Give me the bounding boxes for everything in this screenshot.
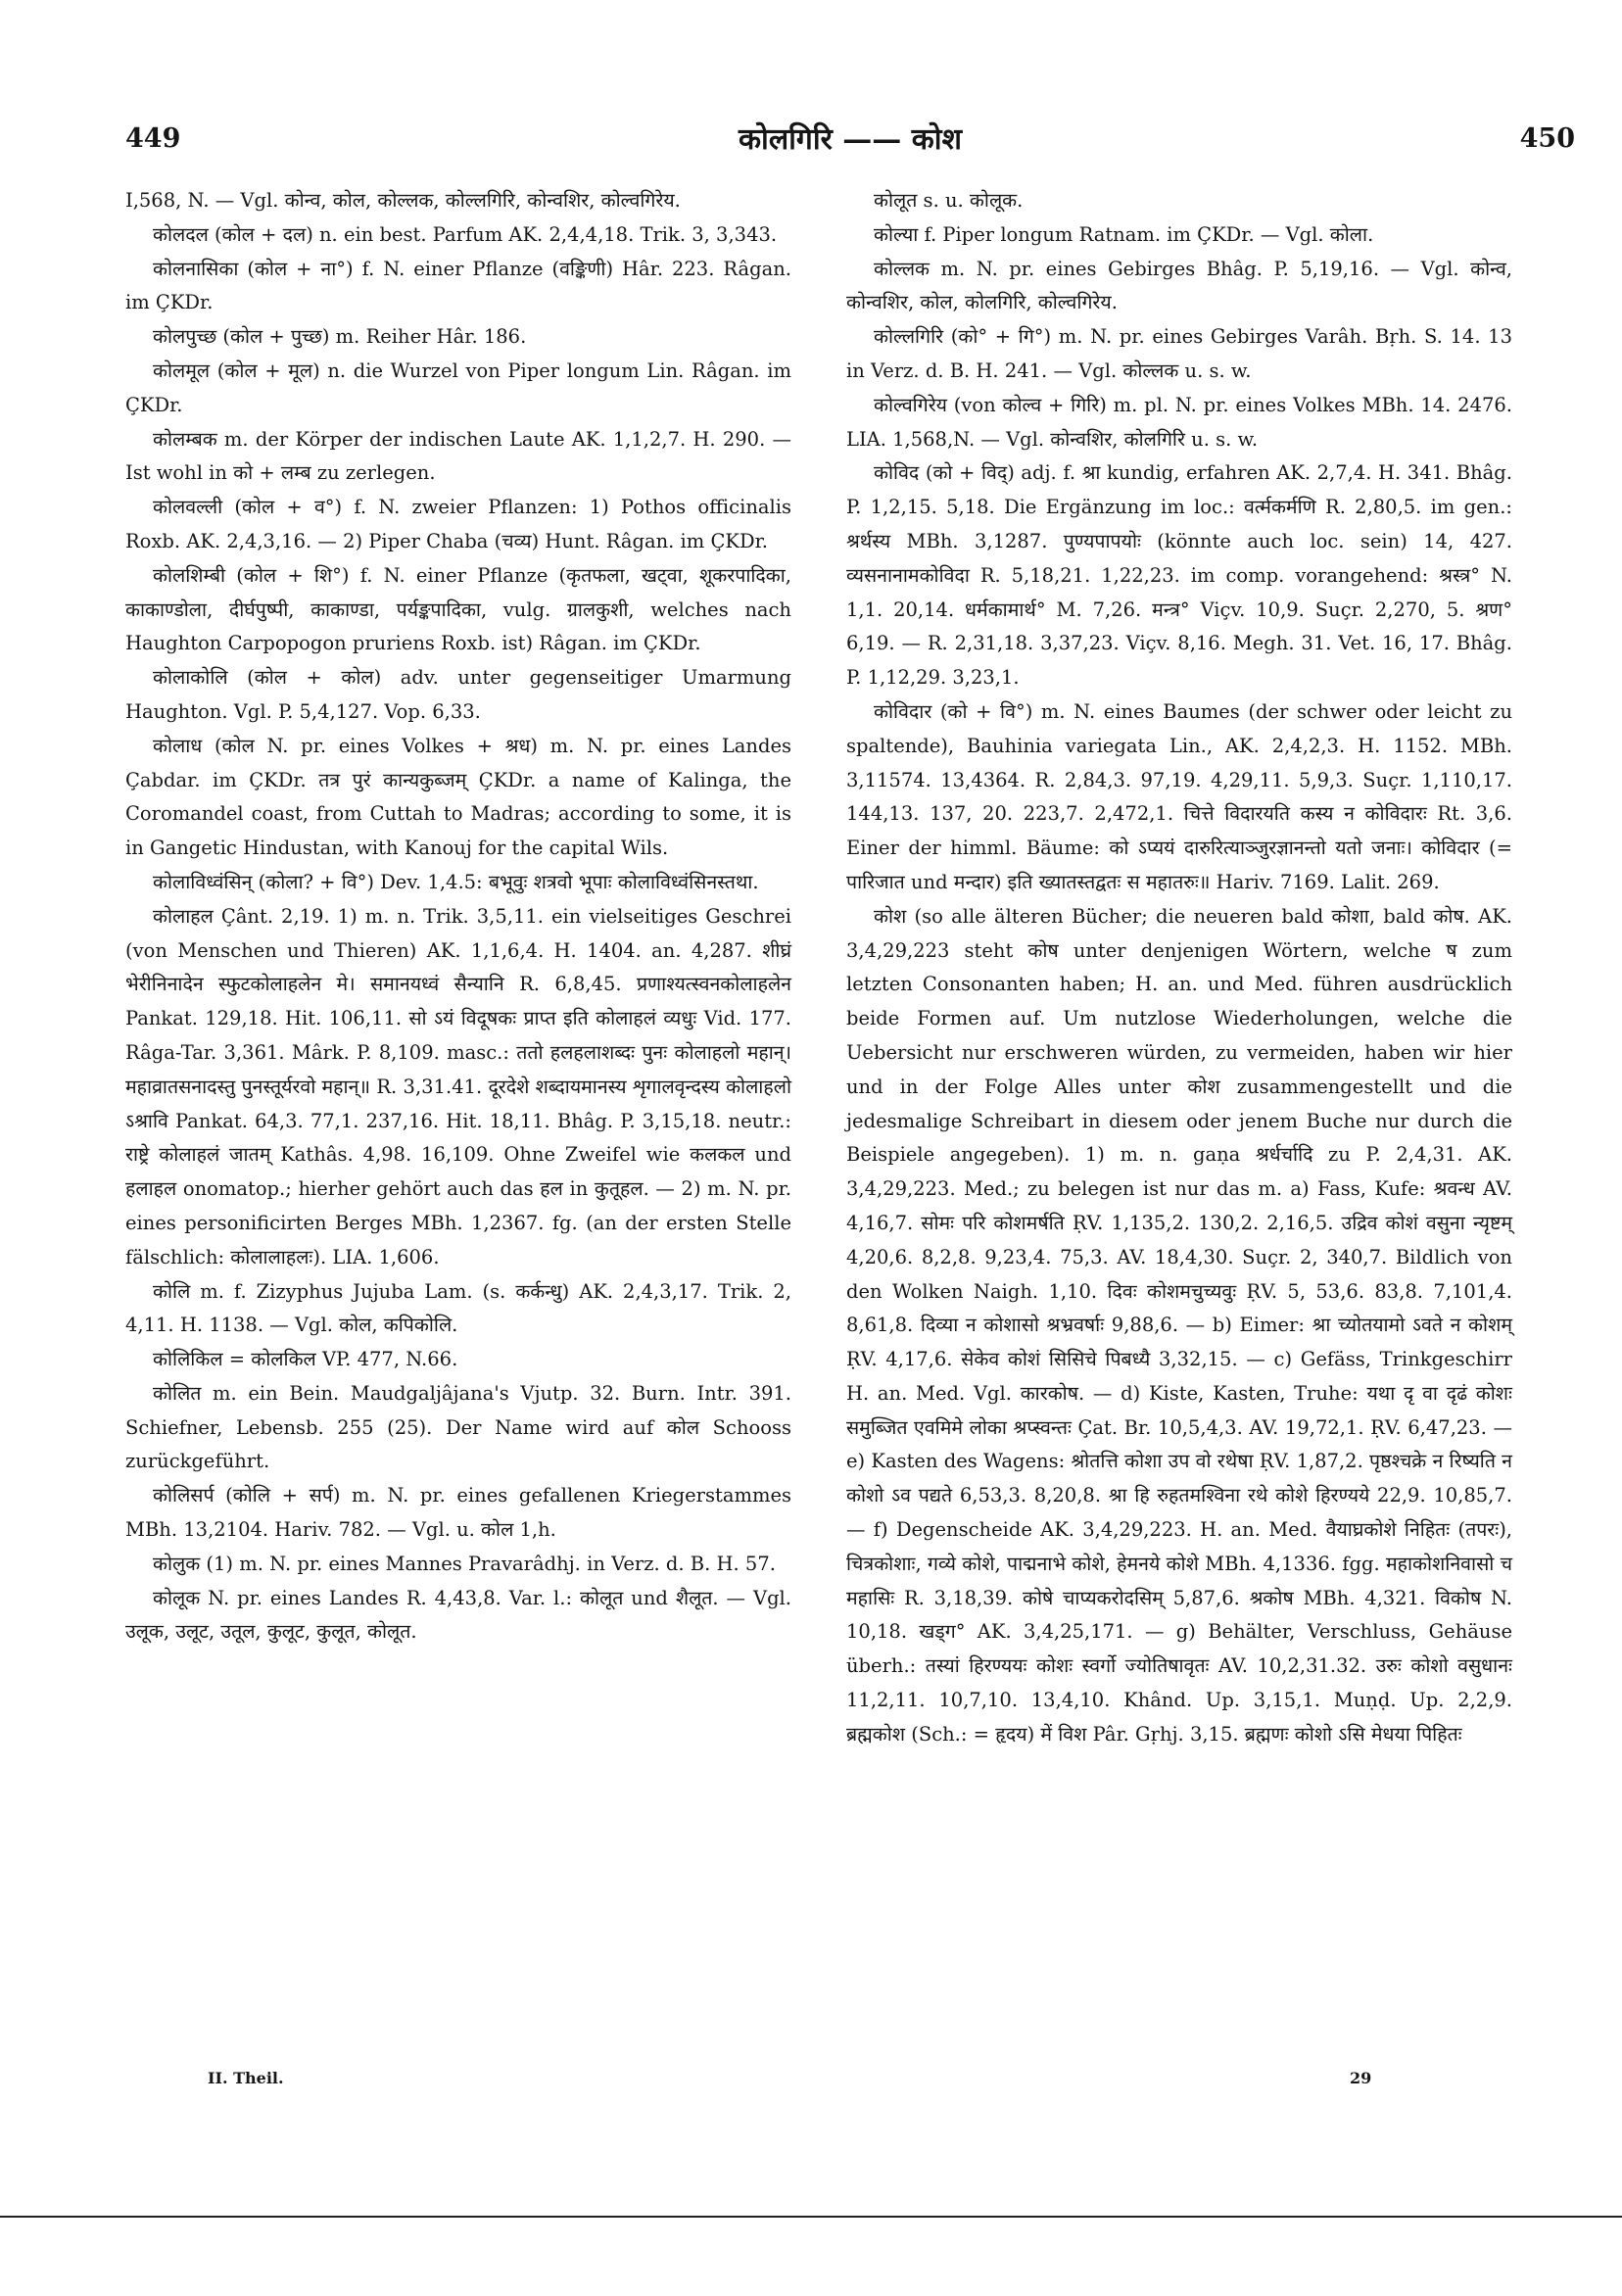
page-number-left: 449 [125,123,181,154]
dictionary-entry: कोविदार (को + वि°) m. N. eines Baumes (der schwer oder leicht zu spaltende), Bauhinia variegata Lin., AK. 2,4,2,3. H. 1152. MBh. 3,11574. 13,4364. R. 2,84,3. 97,19. 4,29,11. 5,9,3. Suçr. 1,110,17. 144,13. 137, 20. 223,7. 2,472,1. चित्ते विदारयति कस्य न कोविदारः Rt. 3,6. Einer der himml. Bäume: को ऽप्ययं दारुरित्याञ्जुरज्ञानन्तो यतो जनाः। कोविदार (= पारिजात und मन्दार) इति ख्यातस्तद्वतः स महातरुः॥ Hariv. 7169. Lalit. 269. [846,699,1512,893]
dictionary-entry: कोलाविध्वंसिन् (कोला? + वि°) Dev. 1,4.5: बभूवुः शत्रवो भूपाः कोलाविध्वंसिनस्तथा. [153,870,759,893]
dictionary-entry: कोलम्बक m. der Körper der indischen Laute AK. 1,1,2,7. H. 290. — Ist wohl in को + लम्ब zu zerlegen. [125,427,791,485]
dictionary-entry: कोलिसर्प (कोलि + सर्प) m. N. pr. eines gefallenen Kriegerstammes MBh. 13,2104. Hariv. 782. — Vgl. u. कोल 1,h. [125,1484,791,1542]
dictionary-entry: कोलदल (कोल + दल) n. ein best. Parfum AK. 2,4,4,18. Trik. 3, 3,343. [153,222,778,246]
dictionary-entry: कोल्वगिरेय (von कोल्व + गिरि) m. pl. N. pr. eines Volkes MBh. 14. 2476. LIA. 1,568,N. — Vgl. कोन्वशिर, कोलगिरि u. s. w. [846,393,1512,451]
dictionary-entry: कोलाध (कोल N. pr. eines Volkes + श्रध) m. N. pr. eines Landes Çabdar. im ÇKDr. तत्र पुरं कान्यकुब्जम् ÇKDr. a name of Kalinga, the Coromandel coast, from Cuttah to Madras; according to some, it is in Gangetic Hindustan, with Kanouj for the capital Wils. [125,734,791,860]
page-header [125,116,1575,165]
dictionary-entry: कोलशिम्बी (कोल + शि°) f. N. einer Pflanze (कृतफला, खट्वा, शूकरपादिका, काकाण्डोला, दीर्घपुष्पी, काकाण्डा, पर्यङ्कपादिका, vulg. ग्रालकुशी, welches nach Haughton Carpopogon pruriens Roxb. ist) Râgan. im ÇKDr. [125,563,791,655]
dictionary-entry: कोलाकोलि (कोल + कोल) adv. unter gegenseitiger Umarmung Haughton. Vgl. P. 5,4,127. Vop. 6,33. [125,666,791,723]
dictionary-entry: कोलनासिका (कोल + ना°) f. N. einer Pflanze (वङ्किणी) Hâr. 223. Râgan. im ÇKDr. [125,257,791,314]
dictionary-entry: कोलूत s. u. कोलूक. [874,189,1024,212]
dictionary-entry: I,568, N. — Vgl. कोन्व, कोल, कोल्लक, कोल्लगिरि, कोन्वशिर, कोल्वगिरेय. [125,189,681,212]
dictionary-entry: कोलमूल (कोल + मूल) n. die Wurzel von Piper longum Lin. Râgan. im ÇKDr. [125,359,791,416]
sheet-number: 29 [1350,2069,1372,2087]
dictionary-entry: कोलि m. f. Zizyphus Jujuba Lam. (s. कर्कन्धु) AK. 2,4,3,17. Trik. 2, 4,11. H. 1138. — Vgl. कोल, कपिकोलि. [125,1279,791,1337]
dictionary-entry: कोलवल्ली (कोल + व°) f. N. zweier Pflanzen: 1) Pothos officinalis Roxb. AK. 2,4,3,16. — 2) Piper Chaba (चव्य) Hunt. Râgan. im ÇKDr. [125,496,791,552]
dictionary-entry: कोलुक (1) m. N. pr. eines Mannes Pravarâdhj. in Verz. d. B. H. 57. [153,1552,776,1575]
bottom-rule [0,2216,1622,2218]
dictionary-entry: कोलाहल Çânt. 2,19. 1) m. n. Trik. 3,5,11. ein vielseitiges Geschrei (von Menschen und Thieren) AK. 1,1,6,4. H. 1404. an. 4,287. शीघ्रं भेरीनिनादेन स्फुटकोलाहलेन मे। समानयध्वं सैन्यानि R. 6,8,45. प्रणाश्यत्स्वनकोलाहलेन Pankat. 129,18. Hit. 106,11. सो ऽयं विदूषकः प्राप्त इति कोलाहलं व्यधुः Vid. 177. Râga-Tar. 3,361. Mârk. P. 8,109. masc.: ततो हलहलाशब्दः पुनः कोलाहलो महान्। महाव्रातसनादस्तु पुनस्तूर्यरवो महान्॥ R. 3,31.41. दूरदेशे शब्दायमानस्य शृगालवृन्दस्य कोलाहलो ऽश्रावि Pankat. 64,3. 77,1. 237,16. Hit. 18,11. Bhâg. P. 3,15,18. neutr.: राष्ट्रे कोलाहलं जातम् Kathâs. 4,98. 16,109. Ohne Zweifel wie कलकल und हलाहल onomatop.; hierher gehört auch das हल in कुतूहल. — 2) m. N. pr. eines personificirten Berges MBh. 1,2367. fg. (an der ersten Stelle fälschlich: कोलालाहलः). LIA. 1,606. [125,904,791,1268]
dictionary-entry: कोविद (को + विद्) adj. f. श्रा kundig, erfahren AK. 2,7,4. H. 341. Bhâg. P. 1,2,15. 5,18. Die Ergänzung im loc.: वर्त्मकर्मणि R. 2,80,5. im gen.: श्रर्थस्य MBh. 3,1287. पुण्यपापयोः (könnte auch loc. sein) 14, 427. व्यसनानामकोविदा R. 5,18,21. 1,22,23. im comp. vorangehend: श्रस्त्र° N. 1,1. 20,14. धर्मकामार्थ° M. 7,26. मन्त्र° Viçv. 10,9. Suçr. 2,270, 5. श्रण° 6,19. — R. 2,31,18. 3,37,23. Viçv. 8,16. Megh. 31. Vet. 16, 17. Bhâg. P. 1,12,29. 3,23,1. [846,461,1512,690]
dictionary-entry: कोश (so alle älteren Bücher; die neueren bald कोशा, bald कोष. AK. 3,4,29,223 steht कोष unter denjenigen Wörtern, welche ष zum letzten Consonanten haben; H. an. und Med. führen ausdrücklich beide Formen auf. Um nutzlose Wiederholungen, welche die Uebersicht nur erschweren würden, zu vermeiden, haben wir hier und in der Folge Alles unter कोश zusammengestellt und die jedesmalige Schreibart in diesem oder jenem Buche nur durch die Beispiele angegeben). 1) m. n. gaṇa श्रर्धर्चादि zu P. 2,4,31. AK. 3,4,29,223. Med.; zu belegen ist nur das m. a) Fass, Kufe: श्रवन्ध AV. 4,16,7. सोमः परि कोशमर्षति ṚV. 1,135,2. 130,2. 2,16,5. उद्रिव कोशं वसुना न्यृष्टम् 4,20,6. 8,2,8. 9,23,4. 75,3. AV. 18,4,30. Suçr. 2, 340,7. Bildlich von den Wolken Naigh. 1,10. दिवः कोशमचुच्यवुः ṚV. 5, 53,6. 83,8. 7,101,4. 8,61,8. दिव्या न कोशासो श्रभ्रवर्षाः 9,88,6. — b) Eimer: श्रा च्योतयामो ऽवते न कोशम् ṚV. 4,17,6. सेकेव कोशं सिसिचे पिबध्यै 3,32,15. — c) Gefäss, Trinkgeschirr H. an. Med. Vgl. कारकोष. — d) Kiste, Kasten, Truhe: यथा दृ वा दृढं कोशः समुब्जित एवमिमे लोका श्रप्स्वन्तः Çat. Br. 10,5,4,3. AV. 19,72,1. ṚV. 6,47,23. — e) Kasten des Wagens: श्रोतत्ति कोशा उप वो रथेषा ṚV. 1,87,2. पृष्ठश्चक्रे न रिष्यति न कोशो ऽव पद्यते 6,53,3. 8,20,8. श्रा हि रुहतमश्विना रथे कोशे हिरण्यये 22,9. 10,85,7. — f) Degenscheide AK. 3,4,29,223. H. an. Med. वैयाघ्रकोशे निहितः (तपरः), चित्रकोशाः, गव्ये कोशे, पाद्मनाभे कोशे, हेमनये कोशे MBh. 4,1336. fgg. महाकोशनिवासो च महासिः R. 3,18,39. कोषे चाप्यकरोदसिम् 5,87,6. श्रकोष MBh. 4,321. विकोष N. 10,18. खड्ग° AK. 3,4,25,171. — g) Behälter, Verschluss, Gehäuse überh.: तस्यां हिरण्ययः कोशः स्वर्गो ज्योतिषावृतः AV. 10,2,31.32. उरुः कोशो वसुधानः 11,2,11. 10,7,10. 13,4,10. Khând. Up. 3,15,1. Muṇḍ. Up. 2,2,9. ब्रह्मकोश (Sch.: = हृदय) में विश Pâr. Gṛhj. 3,15. ब्रह्मणः कोशो ऽसि मेधया पिहितः [846,904,1512,1746]
volume-signature: II. Theil. [208,2069,284,2087]
dictionary-entry: कोलिकिल = कोलकिल VP. 477, N.66. [153,1348,458,1371]
dictionary-entry: कोलित m. ein Bein. Maudgaljâjana's Vjutp. 32. Burn. Intr. 391. Schiefner, Lebensb. 255 (25). Der Name wird auf कोल Schooss zurückgeführt. [125,1381,791,1473]
dictionary-entry: कोलपुच्छ (कोल + पुच्छ) m. Reiher Hâr. 186. [153,325,527,349]
dictionary-entry: कोल्लक m. N. pr. eines Gebirges Bhâg. P. 5,19,16. — Vgl. कोन्व, कोन्वशिर, कोल, कोलगिरि, कोल्वगिरेय. [846,257,1512,314]
dictionary-entry: कोल्या f. Piper longum Ratnam. im ÇKDr. — Vgl. कोला. [874,222,1374,246]
dictionary-entry: कोल्लगिरि (को° + गि°) m. N. pr. eines Gebirges Varâh. Bṛh. S. 14. 13 in Verz. d. B. H. 241. — Vgl. कोल्लक u. s. w. [846,325,1512,382]
page-number-right: 450 [1519,123,1575,154]
right-column [846,184,1512,1752]
running-title: कोलगिरि —— कोश [739,122,962,157]
dictionary-entry: कोलूक N. pr. eines Landes R. 4,43,8. Var. l.: कोलूत und शैलूत. — Vgl. उलूक, उलूट, उतूल, कुलूट, कुलूत, कोलूत. [125,1586,791,1644]
left-column [125,184,791,1650]
